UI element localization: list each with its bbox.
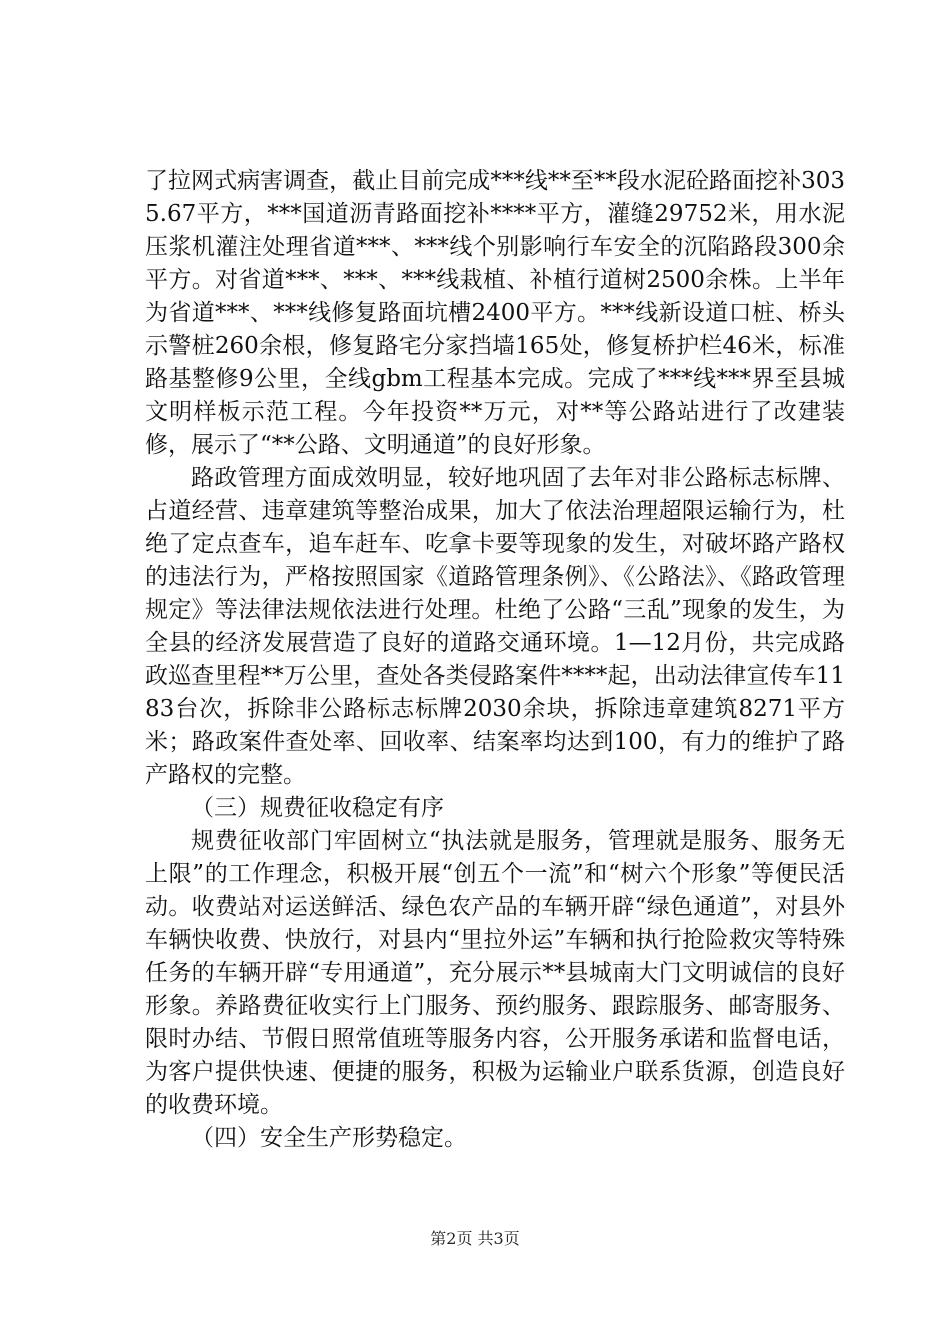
paragraph-road-administration: 路政管理方面成效明显，较好地巩固了去年对非公路标志标牌、占道经营、违章建筑等整治成果，加大了依法治理超限运输行为，杜绝了定点查车，追车赶车、吃拿卡要等现象的发生，对破坏路产路权的违法行为，严格按照国家《道路管理条例》、《公路法》、《路政管理规定》等法律法规依法进行处理。杜绝了公路“三乱”现象的发生，为全县的经济发展营造了良好的道路交通环境。1—12月份，共完成路政巡查里程**万公里，查处各类侵路案件****起，出动法律宣传车1183台次，拆除非公路标志标牌2030余块，拆除违章建筑8271平方米；路政案件查处率、回收率、结案率均达到100，有力的维护了路产路权的完整。 bbox=[145, 465, 845, 788]
paragraph-fee-collection: 规费征收部门牢固树立“执法就是服务，管理就是服务、服务无上限”的工作理念，积极开展“创五个一流”和“树六个形象”等便民活动。收费站对运送鲜活、绿色农产品的车辆开辟“绿色通道”，对县外车辆快收费、快放行，对县内“里拉外运”车辆和执行抢险救灾等特殊任务的车辆开辟“专用通道”，充分展示**县城南大门文明诚信的良好形象。养路费征收实行上门服务、预约服务、跟踪服务、邮寄服务、限时办结、节假日照常值班等服务内容，公开服务承诺和监督电话，为客户提供快速、便捷的服务，积极为运输业户联系货源，创造良好的收费环境。 bbox=[145, 828, 845, 1118]
document-body bbox=[145, 165, 845, 1155]
page-number-footer: 第2页 共3页 bbox=[430, 1229, 520, 1248]
section-heading-fee-collection: （三）规费征收稳定有序 bbox=[191, 795, 444, 821]
paragraph-road-maintenance: 了拉网式病害调查，截止目前完成***线**至**段水泥砼路面挖补3035.67平方，***国道沥青路面挖补****平方，灌缝29752米，用水泥压浆机灌注处理省道***、***线个别影响行车安全的沉陷路段300余平方。对省道***、***、***线栽植、补植行道树2500余株。上半年为省道***、***线修复路面坑槽2400平方。***线新设道口桩、桥头示警桩260余根，修复路宅分家挡墙165处，修复桥护栏46米，标准路基整修9公里，全线gbm工程基本完成。完成了***线***界至县城文明样板示范工程。今年投资**万元，对**等公路站进行了改建装修，展示了“**公路、文明通道”的良好形象。 bbox=[145, 168, 845, 458]
section-heading-safety: （四）安全生产形势稳定。 bbox=[191, 1125, 467, 1151]
